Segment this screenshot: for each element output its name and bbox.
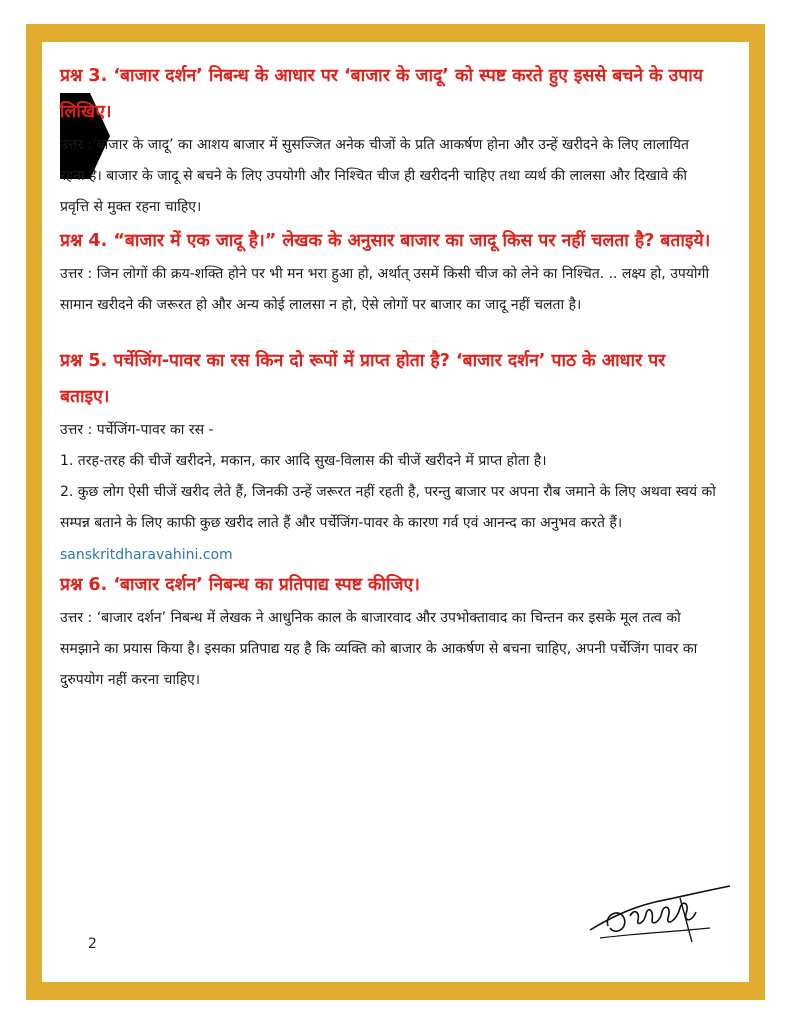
website-link[interactable]: sanskritdharavahini.com	[60, 547, 233, 563]
answer-5-point-2: 2. कुछ लोग ऐसी चीजें खरीद लेते हैं, जिनकी उन्हें जरूरत नहीं रहती है, परन्तु बाजार पर अपना रौब जमाने के लिए अथवा स्वयं को सम्पन्न बताने के लिए काफी कुछ खरीद लाते हैं और पर्चेजिंग-पावर के कारण गर्व एवं आनन्द का अनुभव करते हैं।	[60, 484, 716, 531]
document-content	[60, 58, 716, 696]
answer-3: उत्तर :‘बाजार के जादू’ का आशय बाजार में सुसज्जित अनेक चीजों के प्रति आकर्षण होना और उन्हें खरीदने के लिए लालायित रहना है। बाजार के जादू से बचने के लिए उपयोगी और निश्चित चीज ही खरीदनी चाहिए तथा व्यर्थ की लालसा और दिखावे की प्रवृत्ति से मुक्त रहना चाहिए।	[60, 137, 689, 215]
answer-4: उत्तर : जिन लोगों की क्रय-शक्ति होने पर भी मन भरा हुआ हो, अर्थात् उसमें किसी चीज को लेने का निश्चित. .. लक्ष्य हो, उपयोगी सामान खरीदने की जरूरत हो और अन्य कोई लालसा न हो, ऐसे लोगों पर बाजार का जादू नहीं चलता है।	[60, 266, 710, 313]
answer-6: उत्तर : ‘बाजार दर्शन’ निबन्ध में लेखक ने आधुनिक काल के बाजारवाद और उपभोक्तावाद का चिन्तन कर इसके मूल तत्व को समझाने का प्रयास किया है। इसका प्रतिपाद्य यह है कि व्यक्ति को बाजार के आकर्षण से बचना चाहिए, अपनी पर्चेजिंग पावर का दुरुपयोग नहीं करना चाहिए।	[60, 610, 698, 688]
question-6: प्रश्न 6. ‘बाजार दर्शन’ निबन्ध का प्रतिपाद्य स्पष्ट कीजिए।	[60, 575, 420, 595]
page-number: 2	[88, 936, 97, 952]
question-3: प्रश्न 3. ‘बाजार दर्शन’ निबन्ध के आधार पर ‘बाजार के जादू’ को स्पष्ट करते हुए इससे बचने के उपाय लिखिए।	[60, 66, 703, 122]
answer-5-point-1: 1. तरह-तरह की चीजें खरीदने, मकान, कार आदि सुख-विलास की चीजें खरीदने में प्राप्त होता है।	[60, 453, 547, 469]
signature-drawing	[580, 878, 750, 950]
question-4: प्रश्न 4. “बाजार में एक जादू है।” लेखक के अनुसार बाजार का जादू किस पर नहीं चलता है? बताइये।	[60, 231, 711, 251]
question-5: प्रश्न 5. पर्चेजिंग-पावर का रस किन दो रूपों में प्राप्त होता है? ‘बाजार दर्शन’ पाठ के आधार पर बताइए।	[60, 351, 666, 407]
answer-5-intro: उत्तर : पर्चेजिंग-पावर का रस -	[60, 422, 214, 438]
